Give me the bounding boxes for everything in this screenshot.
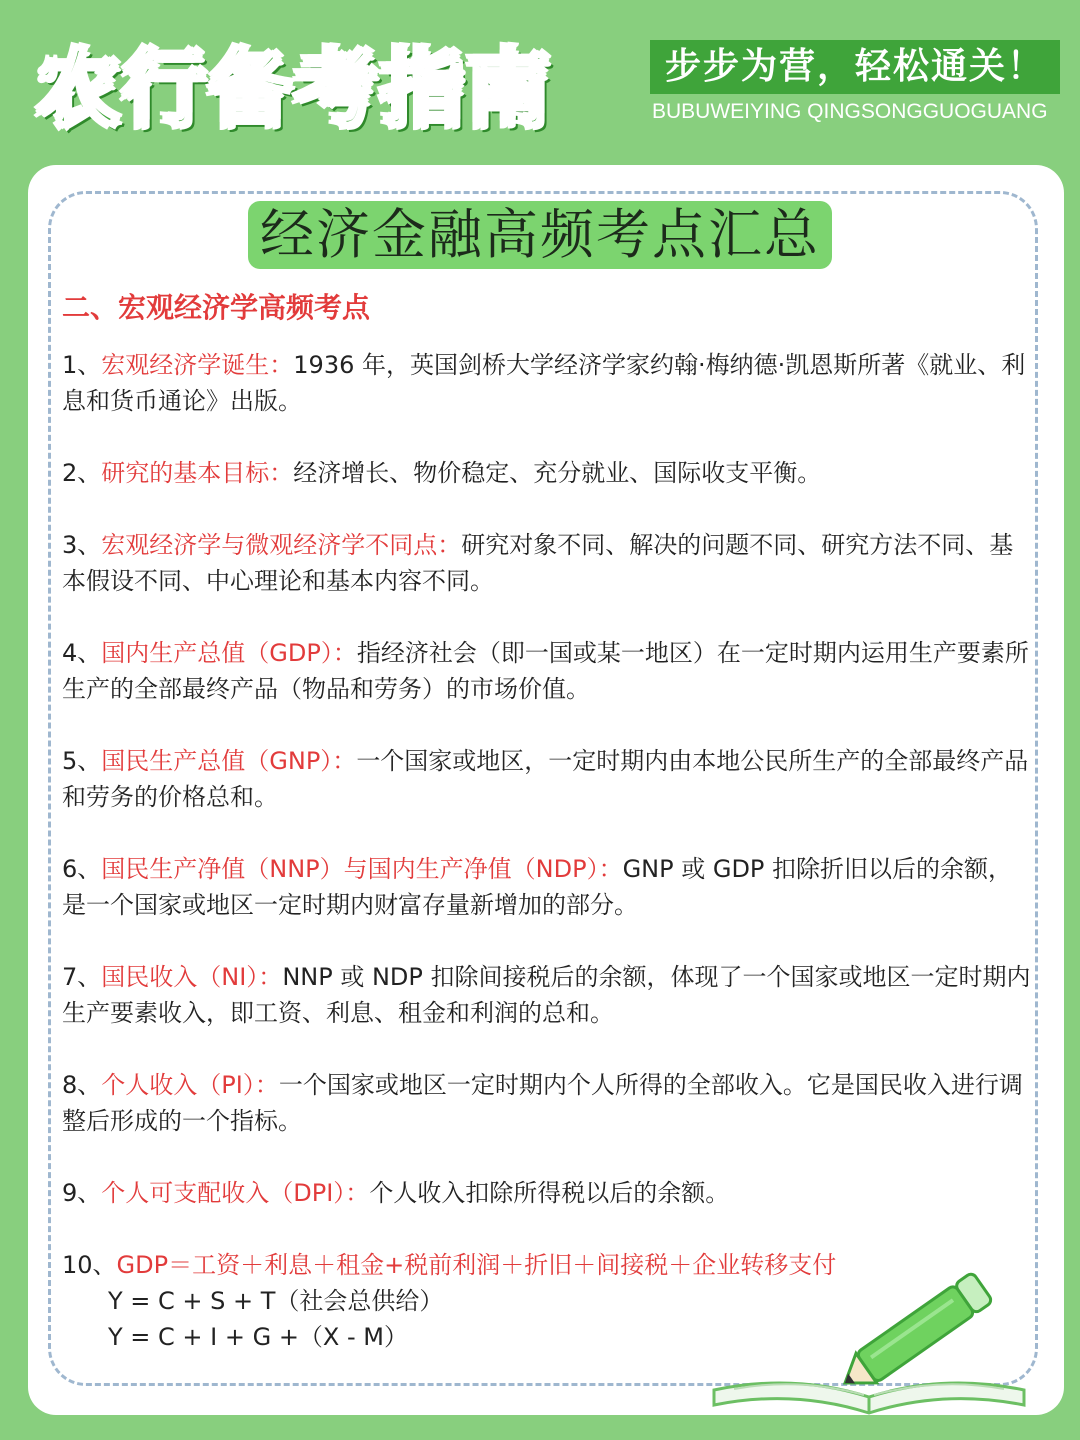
list-item: [62, 1067, 1032, 1139]
item-key: 个人收入（PI）：: [101, 1071, 279, 1099]
item-number: 3、: [62, 531, 102, 559]
list-item: [62, 635, 1032, 707]
formula-supply: Y = C + S + T（社会总供给）: [108, 1287, 444, 1315]
formula-demand: Y = C + I + G +（X - M）: [108, 1323, 408, 1351]
item-text-continued: 生产要素收入，即工资、利息、租金和利润的总和。: [62, 999, 614, 1027]
list-item: [62, 743, 1032, 815]
item-key: 宏观经济学与微观经济学不同点：: [101, 531, 462, 559]
section-heading: 二、宏观经济学高频考点: [62, 291, 371, 324]
list-item: [62, 347, 1032, 419]
item-key: 研究的基本目标：: [101, 459, 294, 487]
pencil-icon: [824, 1265, 1014, 1395]
item-text: 个人收入扣除所得税以后的余额。: [369, 1179, 730, 1207]
item-key: GDP＝工资＋利息＋租金+税前利润＋折旧＋间接税＋企业转移支付: [116, 1251, 837, 1279]
list-item: [62, 455, 1032, 491]
header: [0, 0, 1080, 160]
item-number: 2、: [62, 459, 102, 487]
list-item: [62, 959, 1032, 1031]
section-title: 经济金融高频考点汇总: [248, 201, 832, 269]
page-title: 农行备考指南: [36, 40, 553, 138]
item-key: 国内生产总值（GDP）：: [101, 639, 357, 667]
item-text: 指经济社会（即一国或某一地区）在一定时期内运用生产要素所生产的全部最终产品（物品和劳务）的市场价值。: [62, 639, 1029, 703]
item-text: NNP 或 NDP 扣除间接税后的余额，体现了一个国家或地区一定时期内: [282, 963, 1031, 991]
item-text: GNP 或 GDP 扣除折旧以后的余额，是一个国家或地区一定时期内财富存量新增加的部分。: [62, 855, 1013, 919]
item-number: 9、: [62, 1179, 102, 1207]
item-number: 7、: [62, 963, 102, 991]
item-key: 国民收入（NI）：: [101, 963, 283, 991]
item-text: 1936 年，英国剑桥大学经济学家约翰·梅纳德·凯恩斯所著《就业、利息和货币通论》出版。: [62, 351, 1026, 415]
item-number: 1、: [62, 351, 102, 379]
list-item: [62, 1175, 1032, 1211]
content-card: [28, 165, 1064, 1415]
item-number: 5、: [62, 747, 102, 775]
item-key: 个人可支配收入（DPI）：: [101, 1179, 370, 1207]
pencil-book-illustration: [704, 1265, 1034, 1415]
item-key: 国民生产净值（NNP）与国内生产净值（NDP）：: [101, 855, 623, 883]
item-text: 研究对象不同、解决的问题不同、研究方法不同、基本假设不同、中心理论和基本内容不同。: [62, 531, 1014, 595]
item-key: 宏观经济学诞生：: [101, 351, 294, 379]
list-item: [62, 851, 1032, 923]
item-text: 一个国家或地区，一定时期内由本地公民所生产的全部最终产品和劳务的价格总和。: [62, 747, 1029, 811]
item-text: 一个国家或地区一定时期内个人所得的全部收入。它是国民收入进行调整后形成的一个指标。: [62, 1071, 1023, 1135]
item-text: 经济增长、物价稳定、充分就业、国际收支平衡。: [293, 459, 822, 487]
content-body: [62, 287, 1032, 1355]
item-key: 国民生产总值（GNP）：: [101, 747, 357, 775]
item-number: 8、: [62, 1071, 102, 1099]
item-number: 6、: [62, 855, 102, 883]
list-item: [62, 527, 1032, 599]
item-number: 4、: [62, 639, 102, 667]
slogan-banner: 步步为营，轻松通关！: [650, 40, 1060, 94]
slogan-pinyin: BUBUWEIYING QINGSONGGUOGUANG: [652, 100, 1048, 123]
item-number: 10、: [62, 1251, 117, 1279]
